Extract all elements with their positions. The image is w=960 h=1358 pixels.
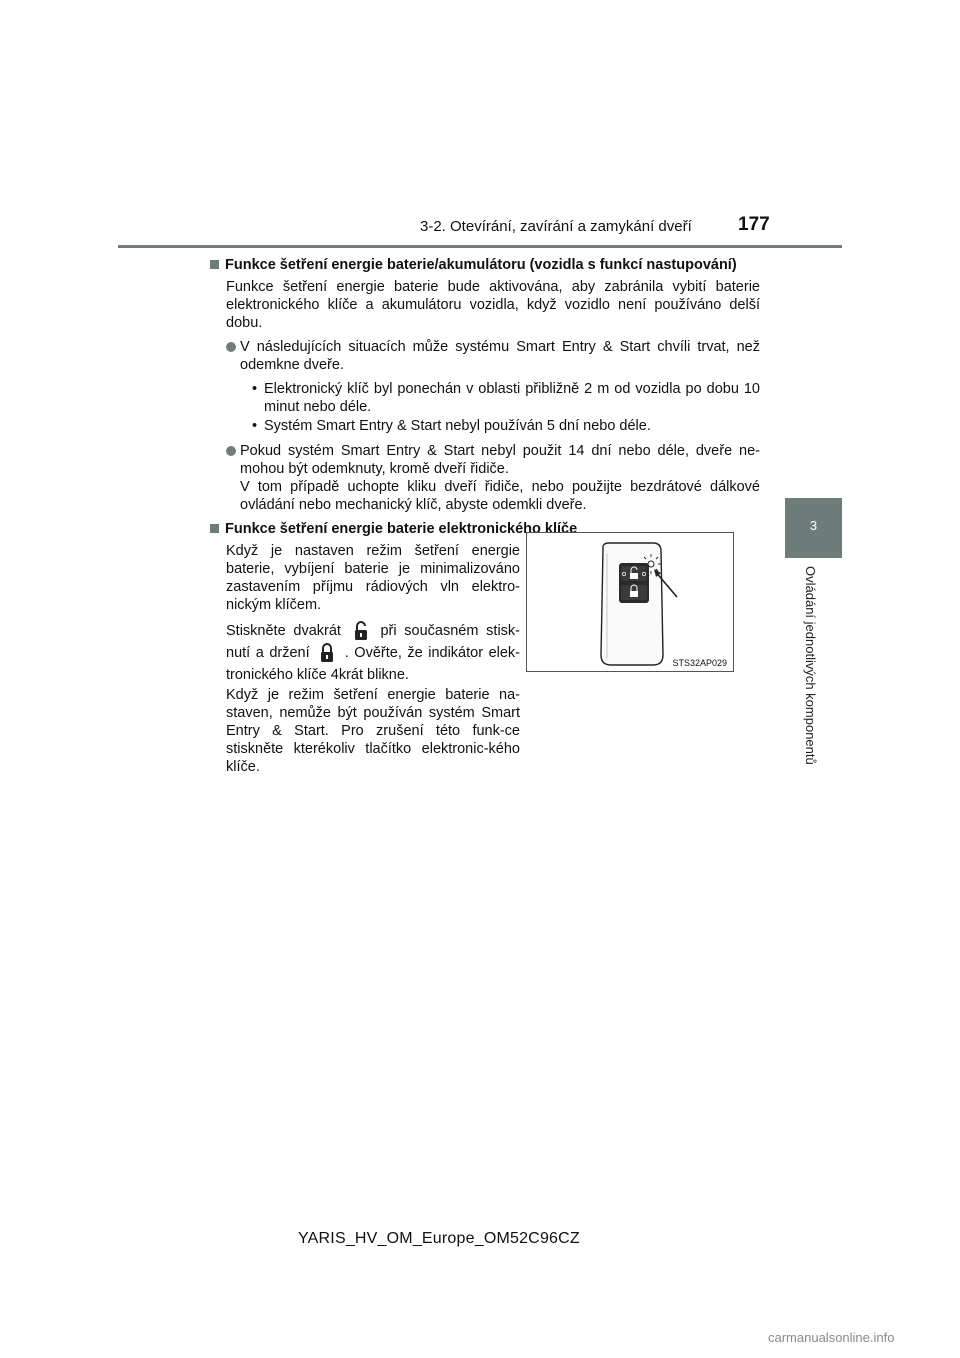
sub-item-text: Elektronický klíč byl ponechán v oblasti přibližně 2 m od vozidla po dobu 10 minut nebo déle. xyxy=(264,381,760,415)
chapter-tab-number: 3 xyxy=(809,518,818,533)
sub-item xyxy=(240,417,760,435)
page-header-title: 3-2. Otevírání, zavírání a zamykání dveří xyxy=(420,218,692,235)
sub-item xyxy=(240,380,760,416)
key-figure xyxy=(526,532,734,672)
circle-bullet-icon xyxy=(226,446,236,456)
sub-item-marker: • xyxy=(252,418,258,434)
sub-item-marker: • xyxy=(252,381,258,397)
bullet-item xyxy=(226,338,760,436)
bullet-text: Pokud systém Smart Entry & Start nebyl použit 14 dní nebo déle, dveře ne-mohou být odemknuty, kromě dveří řidiče. xyxy=(240,443,760,477)
watermark: carmanualsonline.info xyxy=(768,1330,895,1345)
paragraph: Když je režim šetření energie baterie na-staven, nemůže být používán systém Smart Entry & Start. Pro zrušení této funk-ce stiskněte kterékoliv tlačítko elektronic-kého klíče. xyxy=(226,687,520,775)
square-bullet-icon xyxy=(210,260,219,269)
bullet-text: V následujících situacích může systému Smart Entry & Start chvíli trvat, než odemkne dveře. xyxy=(240,339,760,373)
chapter-tab xyxy=(785,498,842,558)
unlock-icon xyxy=(353,621,369,641)
page-number: 177 xyxy=(738,214,770,235)
bullet-item xyxy=(226,442,760,514)
square-bullet-icon xyxy=(210,524,219,533)
main-content xyxy=(210,256,760,782)
section-intro: Funkce šetření energie baterie bude aktivována, aby zabránila vybití baterie elektronického klíče a akumulátoru vozidla, když vozidlo není používáno delší dobu. xyxy=(226,279,760,331)
circle-bullet-icon xyxy=(226,342,236,352)
section-title-text: Funkce šetření energie baterie/akumulátoru (vozidla s funkcí nastupování) xyxy=(225,257,737,273)
header-rule xyxy=(118,245,842,248)
lock-icon xyxy=(319,643,335,663)
section-title-text: Funkce šetření energie baterie elektronického klíče xyxy=(225,521,578,537)
bullet-text-continued: V tom případě uchopte kliku dveří řidiče, nebo použijte bezdrátové dálkové ovládání nebo mechanický klíč, abyste odemkli dveře. xyxy=(240,479,760,513)
sub-item-text: Systém Smart Entry & Start nebyl používán 5 dní nebo déle. xyxy=(264,418,651,434)
document-code: YARIS_HV_OM_Europe_OM52C96CZ xyxy=(298,1230,580,1247)
chapter-caption: Ovládání jednotlivých komponentů xyxy=(803,566,818,765)
paragraph: Když je nastaven režim šetření energie baterie, vybíjení baterie je minimalizováno zastavením příjmu rádiových vln elektro-nickým klíčem. xyxy=(226,543,520,613)
electronic-key-illustration xyxy=(527,533,733,671)
paragraph-instructions: Stiskněte dvakrát při současném stisk-nutí a držení . Ověřte, že indikátor elek-tronického klíče 4krát blikne. xyxy=(226,623,521,683)
figure-code: STS32AP029 xyxy=(672,658,727,668)
section-title-battery-vehicle xyxy=(210,256,760,274)
